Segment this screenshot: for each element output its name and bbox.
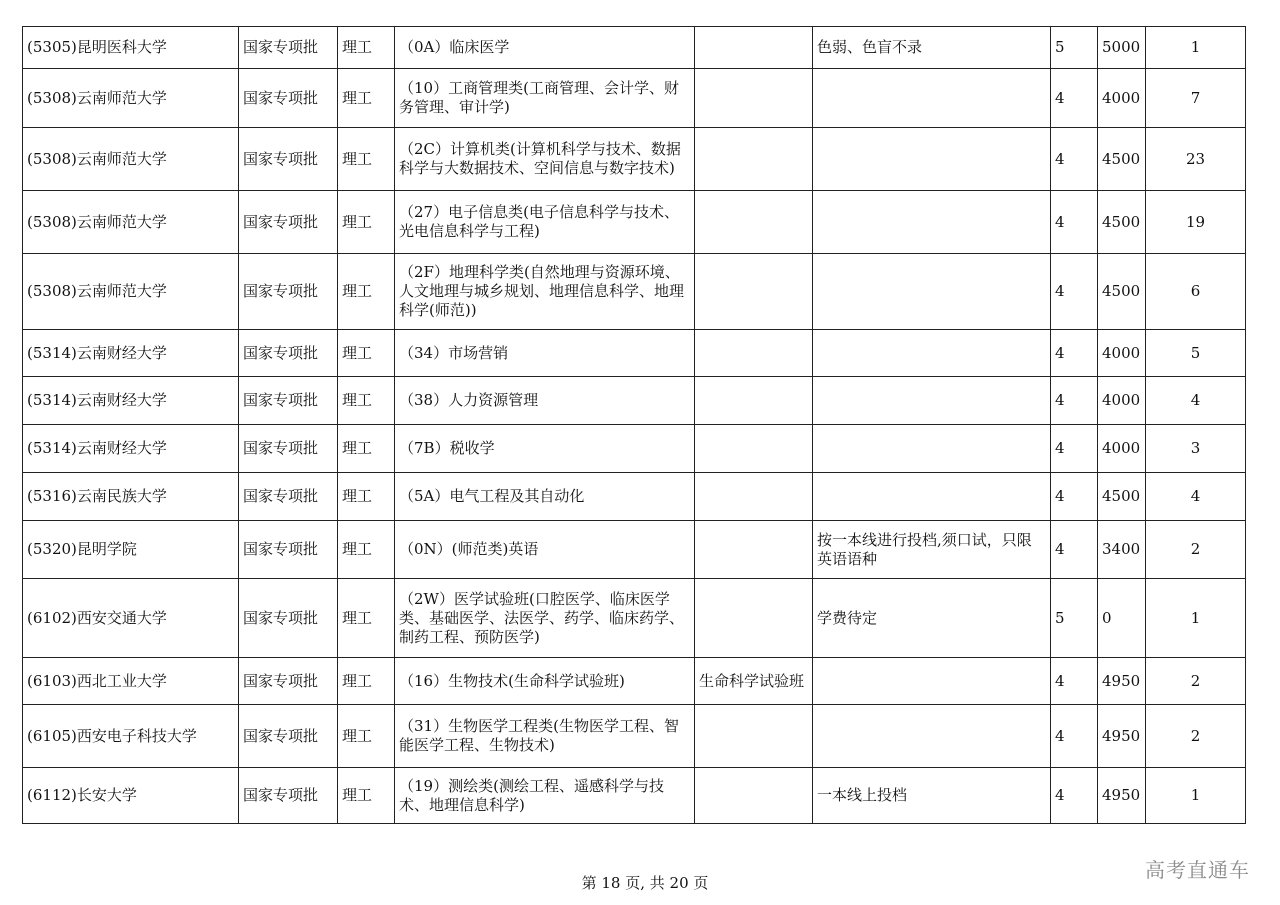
tuition-cell: 4950	[1098, 705, 1146, 768]
quota-cell: 1	[1146, 768, 1246, 824]
category-cell: 理工	[338, 128, 395, 191]
admissions-table	[22, 26, 1246, 824]
quota-cell: 6	[1146, 254, 1246, 330]
school-cell: (5314)云南财经大学	[23, 377, 239, 425]
table-row	[23, 658, 1246, 705]
years-cell: 4	[1051, 473, 1098, 521]
tuition-cell: 4500	[1098, 128, 1146, 191]
category-cell: 理工	[338, 27, 395, 69]
batch-cell: 国家专项批	[239, 128, 338, 191]
direction-cell	[695, 27, 813, 69]
years-cell: 4	[1051, 330, 1098, 377]
school-cell: (6105)西安电子科技大学	[23, 705, 239, 768]
major-cell: （16）生物技术(生命科学试验班)	[395, 658, 695, 705]
tuition-cell: 4000	[1098, 330, 1146, 377]
remarks-cell: 一本线上投档	[813, 768, 1051, 824]
years-cell: 4	[1051, 69, 1098, 128]
direction-cell	[695, 473, 813, 521]
school-cell: (6102)西安交通大学	[23, 579, 239, 658]
school-cell: (5314)云南财经大学	[23, 425, 239, 473]
remarks-cell	[813, 658, 1051, 705]
direction-cell	[695, 330, 813, 377]
school-cell: (5314)云南财经大学	[23, 330, 239, 377]
tuition-cell: 4000	[1098, 425, 1146, 473]
category-cell: 理工	[338, 473, 395, 521]
batch-cell: 国家专项批	[239, 425, 338, 473]
quota-cell: 5	[1146, 330, 1246, 377]
batch-cell: 国家专项批	[239, 473, 338, 521]
direction-cell: 生命科学试验班	[695, 658, 813, 705]
major-cell: （5A）电气工程及其自动化	[395, 473, 695, 521]
table-row	[23, 705, 1246, 768]
table-row	[23, 425, 1246, 473]
major-cell: （38）人力资源管理	[395, 377, 695, 425]
batch-cell: 国家专项批	[239, 191, 338, 254]
remarks-cell	[813, 425, 1051, 473]
category-cell: 理工	[338, 191, 395, 254]
direction-cell	[695, 521, 813, 579]
tuition-cell: 4500	[1098, 254, 1146, 330]
batch-cell: 国家专项批	[239, 658, 338, 705]
table-row	[23, 191, 1246, 254]
table-row	[23, 69, 1246, 128]
category-cell: 理工	[338, 705, 395, 768]
remarks-cell	[813, 330, 1051, 377]
major-cell: （19）测绘类(测绘工程、遥感科学与技术、地理信息科学)	[395, 768, 695, 824]
major-cell: （10）工商管理类(工商管理、会计学、财务管理、审计学)	[395, 69, 695, 128]
school-cell: (6112)长安大学	[23, 768, 239, 824]
direction-cell	[695, 128, 813, 191]
quota-cell: 19	[1146, 191, 1246, 254]
batch-cell: 国家专项批	[239, 254, 338, 330]
category-cell: 理工	[338, 658, 395, 705]
direction-cell	[695, 254, 813, 330]
years-cell: 4	[1051, 377, 1098, 425]
remarks-cell	[813, 191, 1051, 254]
school-cell: (5308)云南师范大学	[23, 128, 239, 191]
category-cell: 理工	[338, 377, 395, 425]
school-cell: (5308)云南师范大学	[23, 254, 239, 330]
remarks-cell	[813, 69, 1051, 128]
remarks-cell: 色弱、色盲不录	[813, 27, 1051, 69]
school-cell: (5305)昆明医科大学	[23, 27, 239, 69]
direction-cell	[695, 69, 813, 128]
quota-cell: 2	[1146, 521, 1246, 579]
major-cell: （34）市场营销	[395, 330, 695, 377]
table-row	[23, 521, 1246, 579]
years-cell: 5	[1051, 27, 1098, 69]
category-cell: 理工	[338, 330, 395, 377]
years-cell: 4	[1051, 254, 1098, 330]
direction-cell	[695, 768, 813, 824]
tuition-cell: 4000	[1098, 69, 1146, 128]
batch-cell: 国家专项批	[239, 705, 338, 768]
quota-cell: 4	[1146, 377, 1246, 425]
table-row	[23, 27, 1246, 69]
remarks-cell: 学费待定	[813, 579, 1051, 658]
major-cell: （2C）计算机类(计算机科学与技术、数据科学与大数据技术、空间信息与数字技术)	[395, 128, 695, 191]
direction-cell	[695, 191, 813, 254]
quota-cell: 4	[1146, 473, 1246, 521]
major-cell: （2W）医学试验班(口腔医学、临床医学类、基础医学、法医学、药学、临床药学、制药工程、预防医学)	[395, 579, 695, 658]
tuition-cell: 4000	[1098, 377, 1146, 425]
remarks-cell	[813, 705, 1051, 768]
tuition-cell: 5000	[1098, 27, 1146, 69]
remarks-cell	[813, 254, 1051, 330]
years-cell: 4	[1051, 191, 1098, 254]
table-row	[23, 128, 1246, 191]
batch-cell: 国家专项批	[239, 768, 338, 824]
tuition-cell: 4500	[1098, 473, 1146, 521]
direction-cell	[695, 579, 813, 658]
remarks-cell	[813, 473, 1051, 521]
remarks-cell	[813, 128, 1051, 191]
tuition-cell: 4500	[1098, 191, 1146, 254]
category-cell: 理工	[338, 69, 395, 128]
years-cell: 5	[1051, 579, 1098, 658]
years-cell: 4	[1051, 768, 1098, 824]
quota-cell: 2	[1146, 705, 1246, 768]
school-cell: (6103)西北工业大学	[23, 658, 239, 705]
table-row	[23, 579, 1246, 658]
direction-cell	[695, 425, 813, 473]
table-row	[23, 330, 1246, 377]
table-row	[23, 254, 1246, 330]
watermark-text: 高考直通车	[1145, 858, 1250, 882]
table-row	[23, 473, 1246, 521]
years-cell: 4	[1051, 425, 1098, 473]
quota-cell: 1	[1146, 579, 1246, 658]
years-cell: 4	[1051, 128, 1098, 191]
major-cell: （0A）临床医学	[395, 27, 695, 69]
school-cell: (5308)云南师范大学	[23, 69, 239, 128]
table-body	[23, 27, 1246, 824]
batch-cell: 国家专项批	[239, 27, 338, 69]
direction-cell	[695, 377, 813, 425]
page-number: 第 18 页, 共 20 页	[581, 874, 709, 892]
years-cell: 4	[1051, 658, 1098, 705]
category-cell: 理工	[338, 425, 395, 473]
batch-cell: 国家专项批	[239, 330, 338, 377]
table-row	[23, 768, 1246, 824]
batch-cell: 国家专项批	[239, 579, 338, 658]
category-cell: 理工	[338, 579, 395, 658]
school-cell: (5320)昆明学院	[23, 521, 239, 579]
quota-cell: 2	[1146, 658, 1246, 705]
major-cell: （0N）(师范类)英语	[395, 521, 695, 579]
quota-cell: 23	[1146, 128, 1246, 191]
major-cell: （31）生物医学工程类(生物医学工程、智能医学工程、生物技术)	[395, 705, 695, 768]
major-cell: （2F）地理科学类(自然地理与资源环境、人文地理与城乡规划、地理信息科学、地理科学(师范))	[395, 254, 695, 330]
major-cell: （7B）税收学	[395, 425, 695, 473]
category-cell: 理工	[338, 254, 395, 330]
tuition-cell: 3400	[1098, 521, 1146, 579]
batch-cell: 国家专项批	[239, 377, 338, 425]
tuition-cell: 4950	[1098, 658, 1146, 705]
major-cell: （27）电子信息类(电子信息科学与技术、光电信息科学与工程)	[395, 191, 695, 254]
category-cell: 理工	[338, 521, 395, 579]
years-cell: 4	[1051, 705, 1098, 768]
batch-cell: 国家专项批	[239, 69, 338, 128]
remarks-cell: 按一本线进行投档,须口试，只限英语语种	[813, 521, 1051, 579]
direction-cell	[695, 705, 813, 768]
table-row	[23, 377, 1246, 425]
batch-cell: 国家专项批	[239, 521, 338, 579]
tuition-cell: 0	[1098, 579, 1146, 658]
tuition-cell: 4950	[1098, 768, 1146, 824]
quota-cell: 7	[1146, 69, 1246, 128]
years-cell: 4	[1051, 521, 1098, 579]
school-cell: (5316)云南民族大学	[23, 473, 239, 521]
quota-cell: 3	[1146, 425, 1246, 473]
remarks-cell	[813, 377, 1051, 425]
quota-cell: 1	[1146, 27, 1246, 69]
category-cell: 理工	[338, 768, 395, 824]
school-cell: (5308)云南师范大学	[23, 191, 239, 254]
